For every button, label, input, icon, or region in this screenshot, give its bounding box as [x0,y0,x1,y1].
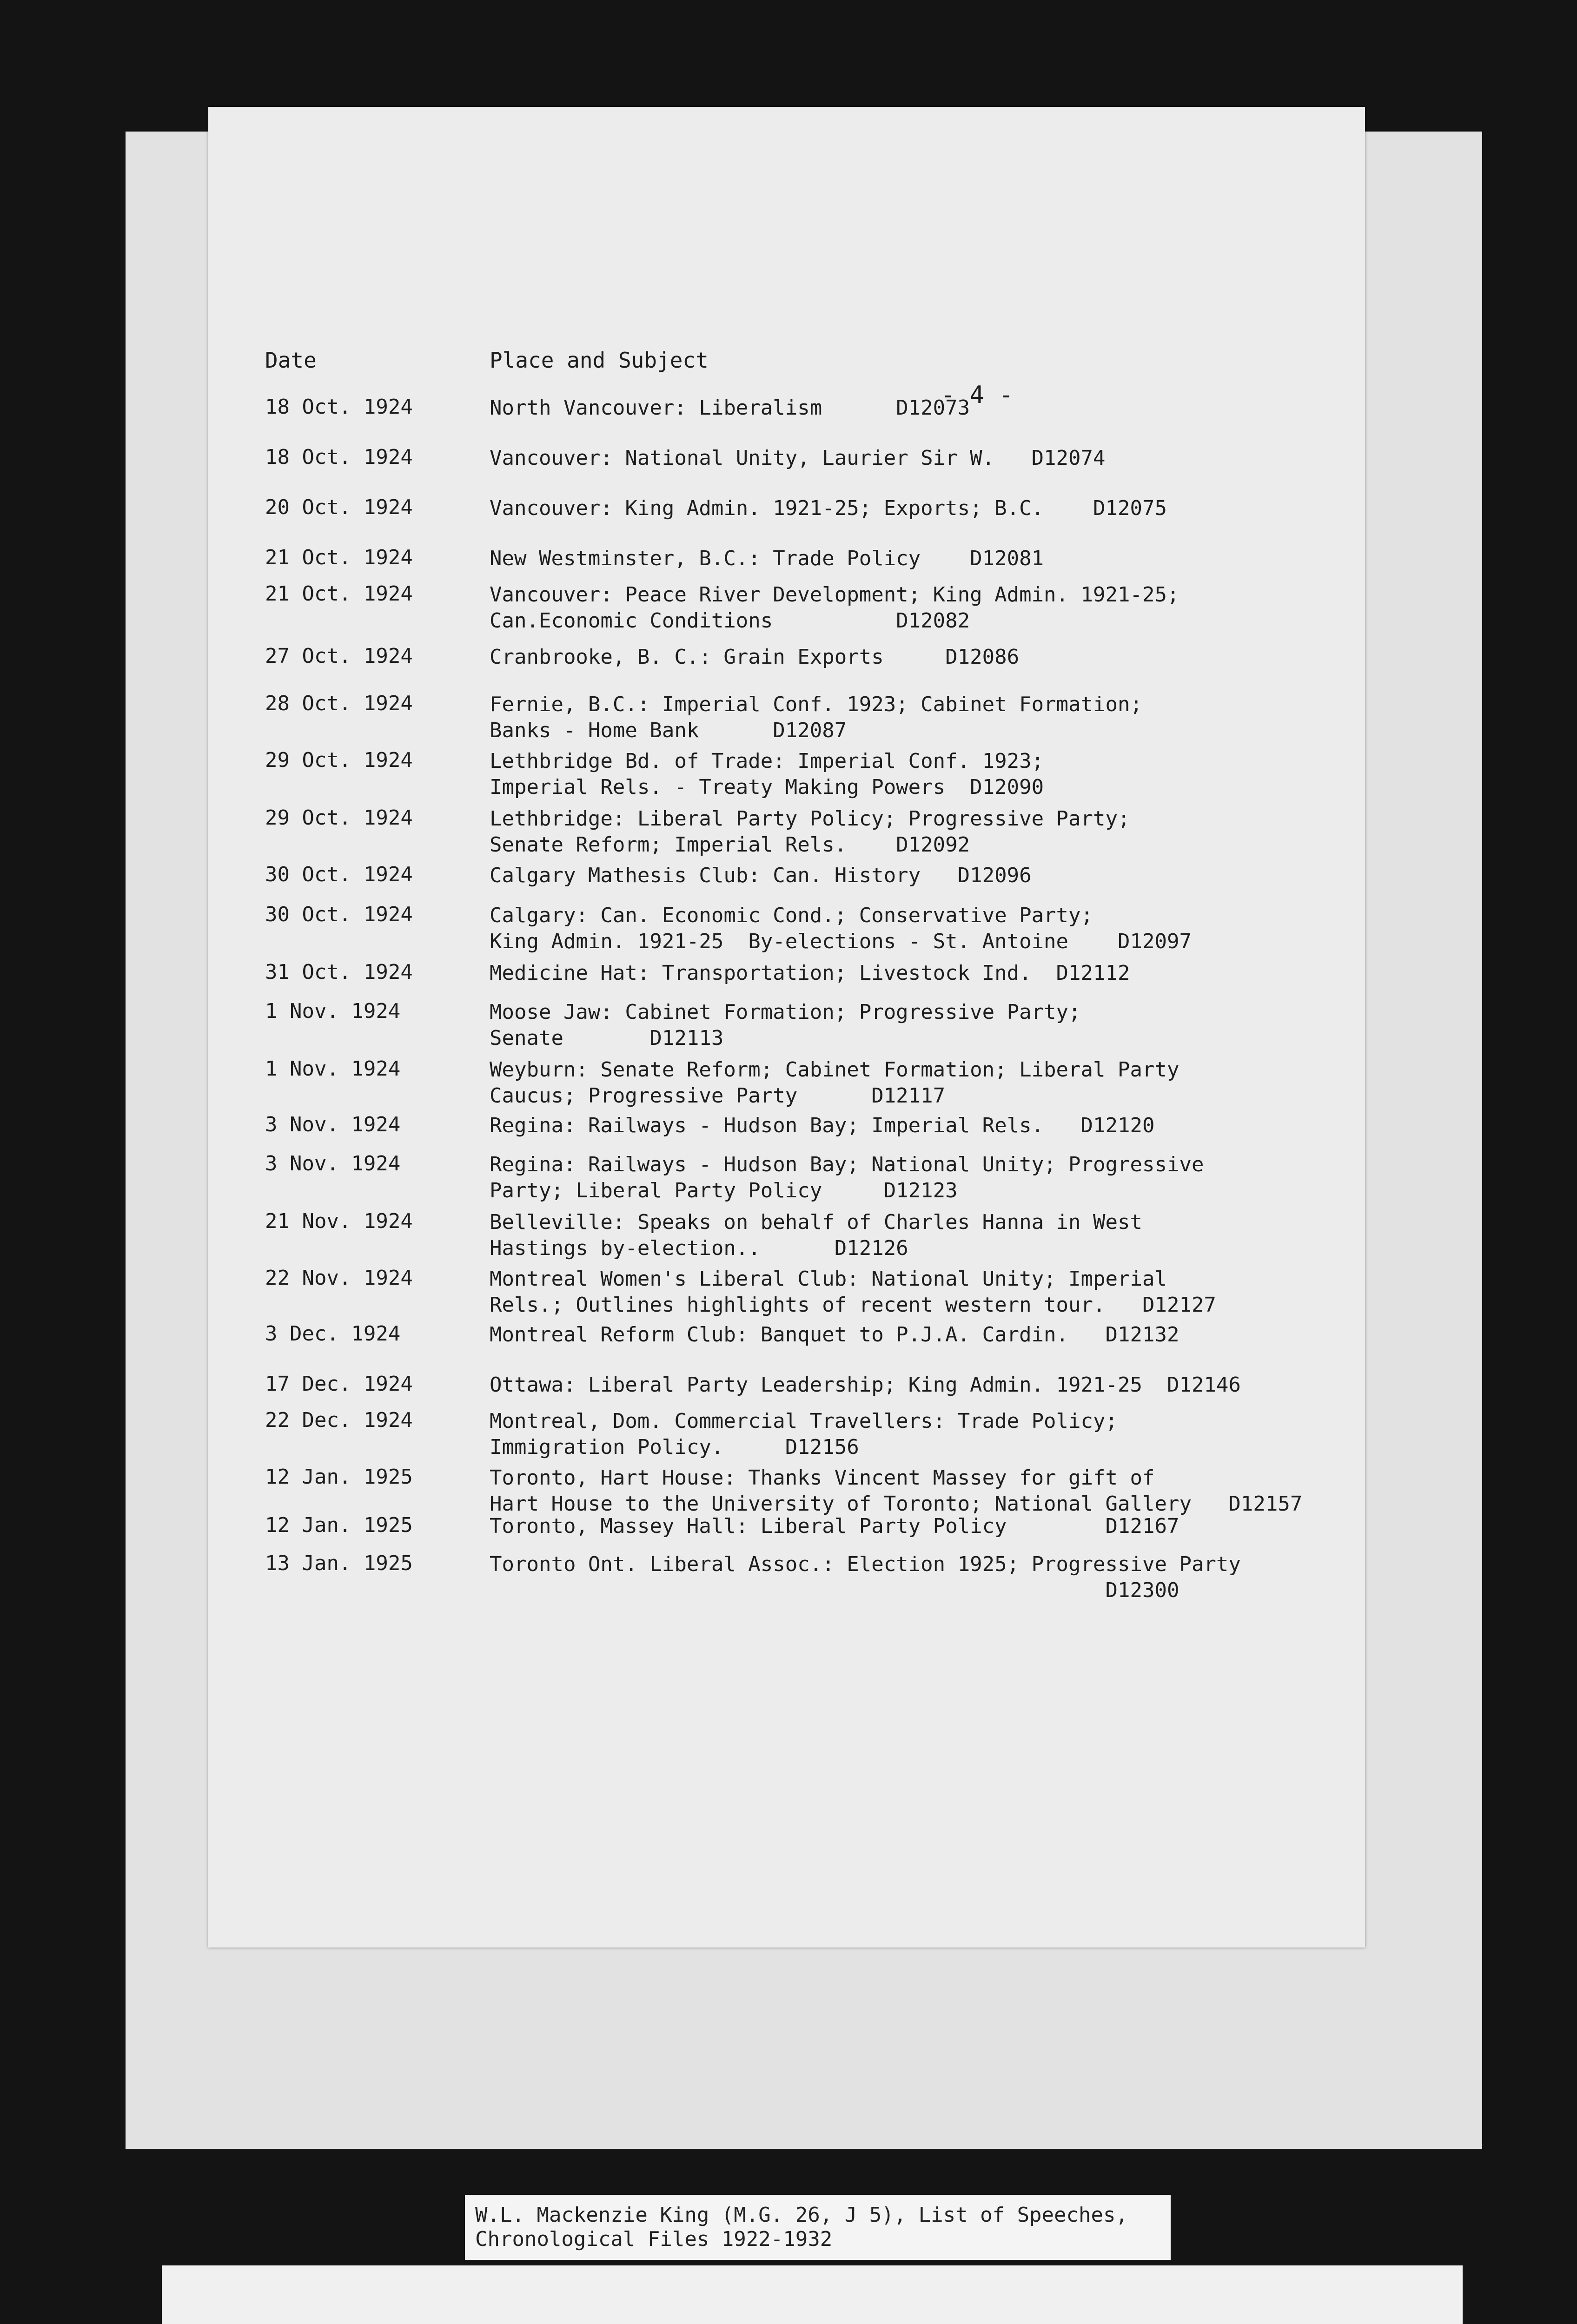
subject-column-header: Place and Subject [490,348,709,373]
entry-date: 3 Dec. 1924 [265,1322,401,1346]
entry-date: 22 Nov. 1924 [265,1266,413,1290]
entry-subject: Toronto, Massey Hall: Liberal Party Policy D12167 [490,1514,1179,1538]
entry-subject: Vancouver: National Unity, Laurier Sir W. D12074 [490,446,1106,470]
entry-subject: Montreal, Dom. Commercial Travellers: Trade Policy; Immigration Policy. D12156 [490,1409,1118,1459]
entry-subject: Cranbrooke, B. C.: Grain Exports D12086 [490,645,1020,669]
entry-subject: New Westminster, B.C.: Trade Policy D12081 [490,547,1044,570]
entry-date: 18 Oct. 1924 [265,395,413,419]
entry-subject: Calgary Mathesis Club: Can. History D12096 [490,864,1032,887]
entry-date: 18 Oct. 1924 [265,445,413,469]
entry-subject: Montreal Women's Liberal Club: National Unity; Imperial Rels.; Outlines highlights of recent western tour. D12127 [490,1267,1216,1317]
entry-date: 27 Oct. 1924 [265,644,413,668]
entry-date: 17 Dec. 1924 [265,1372,413,1396]
entry-date: 22 Dec. 1924 [265,1408,413,1432]
entry-date: 12 Jan. 1925 [265,1465,413,1489]
date-column-header: Date [265,348,317,373]
entry-subject: Medicine Hat: Transportation; Livestock Ind. D12112 [490,961,1130,985]
entry-date: 1 Nov. 1924 [265,1057,401,1081]
entry-date: 3 Nov. 1924 [265,1113,401,1136]
entry-subject: Lethbridge: Liberal Party Policy; Progressive Party; Senate Reform; Imperial Rels. D12092 [490,807,1130,857]
entry-date: 29 Oct. 1924 [265,806,413,830]
entry-subject: Toronto, Hart House: Thanks Vincent Massey for gift of Hart House to the University of Toronto; National Gallery D12157 [490,1466,1303,1516]
entry-date: 21 Oct. 1924 [265,582,413,606]
entry-subject: Calgary: Can. Economic Cond.; Conservative Party; King Admin. 1921-25 By-elections - St. Antoine D12097 [490,904,1192,953]
collection-label [465,2195,1171,2260]
page-number: - 4 - [941,381,1014,409]
entry-subject: Ottawa: Liberal Party Leadership; King Admin. 1921-25 D12146 [490,1373,1241,1397]
entry-date: 1 Nov. 1924 [265,999,401,1023]
entry-subject: Weyburn: Senate Reform; Cabinet Formation; Liberal Party Caucus; Progressive Party D12117 [490,1058,1179,1108]
entry-date: 20 Oct. 1924 [265,495,413,519]
entry-subject: Belleville: Speaks on behalf of Charles Hanna in West Hastings by-election.. D12126 [490,1210,1142,1260]
entry-date: 12 Jan. 1925 [265,1513,413,1537]
entry-date: 30 Oct. 1924 [265,903,413,926]
entry-subject: Regina: Railways - Hudson Bay; National Unity; Progressive Party; Liberal Party Policy D12123 [490,1153,1204,1202]
entry-date: 30 Oct. 1924 [265,863,413,886]
entry-subject: North Vancouver: Liberalism D12073 [490,396,970,420]
document-page [208,107,1365,1948]
entry-subject: Montreal Reform Club: Banquet to P.J.A. Cardin. D12132 [490,1323,1179,1347]
entry-subject: Regina: Railways - Hudson Bay; Imperial Rels. D12120 [490,1114,1155,1137]
entry-date: 29 Oct. 1924 [265,748,413,772]
entry-date: 28 Oct. 1924 [265,692,413,715]
collection-label-text: W.L. Mackenzie King (M.G. 26, J 5), List of Speeches, Chronological Files 1922-1932 [475,2203,1128,2251]
entry-subject: Fernie, B.C.: Imperial Conf. 1923; Cabinet Formation; Banks - Home Bank D12087 [490,693,1142,742]
entry-date: 31 Oct. 1924 [265,960,413,984]
entry-date: 21 Nov. 1924 [265,1209,413,1233]
entry-date: 13 Jan. 1925 [265,1552,413,1575]
entry-subject: Moose Jaw: Cabinet Formation; Progressive Party; Senate D12113 [490,1000,1081,1050]
entry-date: 21 Oct. 1924 [265,546,413,569]
entry-subject: Toronto Ont. Liberal Assoc.: Election 1925; Progressive Party D12300 [490,1552,1241,1602]
archive-title-card [162,2265,1463,2324]
entry-date: 3 Nov. 1924 [265,1152,401,1175]
entry-subject: Vancouver: King Admin. 1921-25; Exports; B.C. D12075 [490,496,1167,520]
entry-subject: Vancouver: Peace River Development; King Admin. 1921-25; Can.Economic Conditions D12082 [490,583,1179,633]
entry-subject: Lethbridge Bd. of Trade: Imperial Conf. 1923; Imperial Rels. - Treaty Making Powers D12090 [490,749,1044,799]
